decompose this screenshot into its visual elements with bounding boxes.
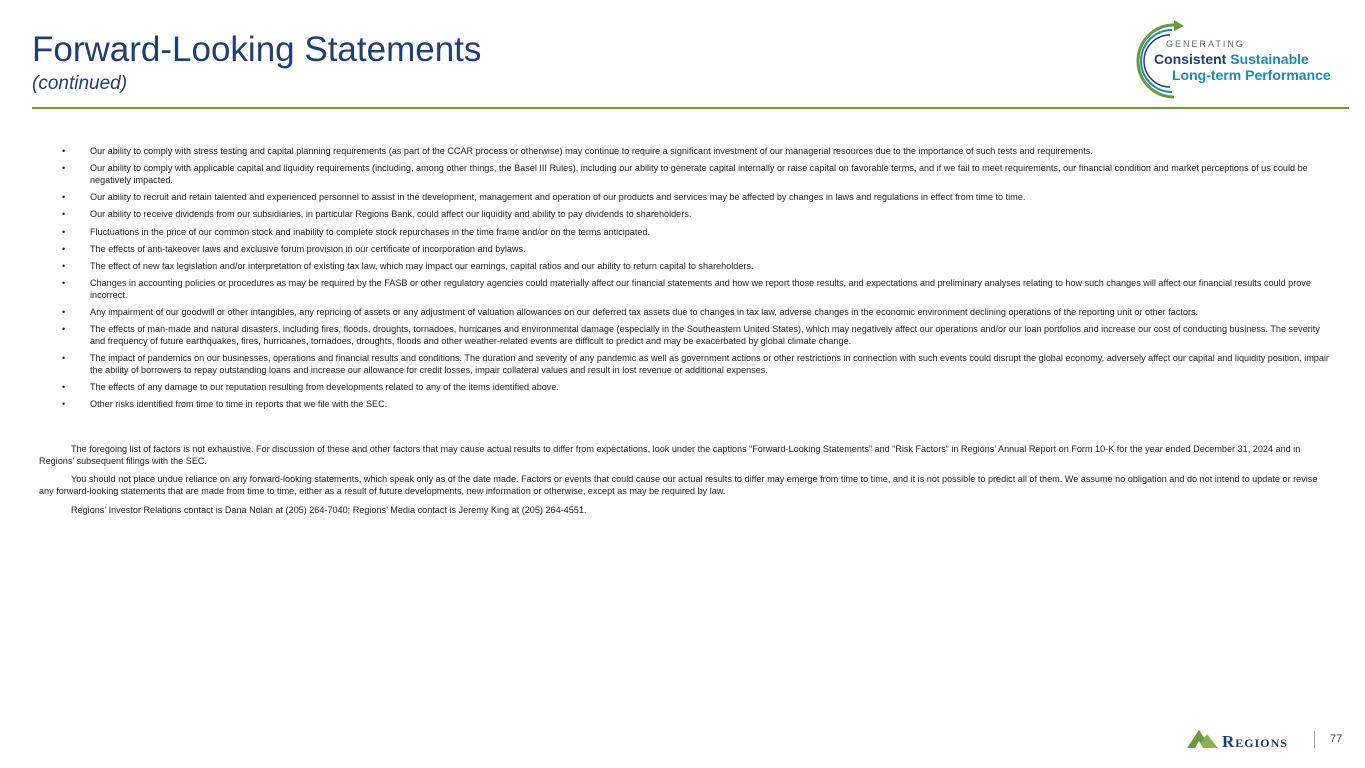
list-item-text: Other risks identified from time to time in reports that we file with the SEC. — [90, 399, 388, 410]
header-divider — [32, 107, 1349, 109]
list-item — [62, 163, 1337, 186]
bullet-marker: • — [62, 226, 66, 237]
paragraph-factors-not-exhaustive: The foregoing list of factors is not exhaustive. For discussion of these and other factors that may cause actual results to differ from expectations, look under the captions “Forward-Looking Statements” and “Risk Factors” in Regions’ Annual Report on Form 10-K for the year ended December 31, 2024 and in Regions’ subsequent filings with the SEC. — [39, 444, 1301, 466]
list-item — [62, 209, 1337, 221]
disclaimer-paragraphs — [39, 444, 1331, 524]
list-item — [62, 324, 1337, 347]
list-item-text: The effects of anti-takeover laws and exclusive forum provision in our certificate of incorporation and bylaws. — [90, 243, 526, 254]
badge-consistent-text: Consistent — [1154, 51, 1227, 67]
list-item — [62, 382, 1337, 394]
list-item-text: The effect of new tax legislation and/or interpretation of existing tax law, which may impact our earnings, capital ratios and our ability to return capital to shareholders. — [90, 260, 754, 271]
page-subtitle: (continued) — [32, 73, 128, 94]
bullet-marker: • — [62, 209, 66, 220]
list-item-text: Our ability to receive dividends from our subsidiaries, in particular Regions Bank, could affect our liquidity and ability to pay dividends to shareholders. — [90, 209, 692, 220]
list-item — [62, 227, 1337, 239]
bullet-marker: • — [62, 260, 66, 271]
footer-divider — [1314, 731, 1315, 748]
paragraph-contacts: Regions’ Investor Relations contact is Dana Nolan at (205) 264-7040; Regions’ Media contact is Jeremy King at (205) 264-4551. — [71, 504, 587, 515]
list-item-text: The effects of any damage to our reputation resulting from developments related to any of the items identified above. — [90, 382, 559, 393]
bullet-marker: • — [62, 307, 66, 318]
list-item-text: The effects of man-made and natural disasters, including fires, floods, droughts, tornadoes, hurricanes and environmental damage (especially in the Southeastern United States), which may negatively affect our operations and/or our loan portfolios and increase our cost of conducting business. The severity and frequency of future earthquakes, fires, hurricanes, tornadoes, droughts, floods and other weather-related events are difficult to predict and may be exacerbated by global climate change. — [90, 324, 1320, 346]
badge-generating-text: GENERATING — [1166, 39, 1245, 49]
regions-mountain-icon — [1187, 728, 1221, 750]
list-item — [62, 353, 1337, 376]
bullet-marker: • — [62, 278, 66, 289]
bullet-marker: • — [62, 382, 66, 393]
risk-factor-list — [62, 146, 1337, 416]
badge-longterm-text: Long-term Performance — [1172, 67, 1331, 83]
bullet-marker: • — [62, 324, 66, 335]
list-item-text: Our ability to recruit and retain talented and experienced personnel to assist in the development, management and operation of our products and services may be affected by changes in laws and regulations in effect from time to time. — [90, 192, 1026, 203]
bullet-marker: • — [62, 163, 66, 174]
bullet-marker: • — [62, 146, 66, 156]
list-item — [62, 278, 1337, 301]
bullet-marker: • — [62, 243, 66, 254]
list-item — [62, 244, 1337, 256]
list-item — [62, 146, 1337, 158]
bullet-marker: • — [62, 192, 66, 203]
regions-logo — [1187, 728, 1307, 750]
list-item-text: The impact of pandemics on our businesses, operations and financial results and conditions. The duration and severity of any pandemic as well as government actions or other restrictions in connection with such events could disrupt the global economy, adversely affect our capital and liquidity position, impair the ability of borrowers to repay outstanding loans and increase our allowance for credit losses, impair collateral values and result in lost revenue or additional expenses. — [90, 353, 1329, 375]
page-title: Forward-Looking Statements — [32, 30, 482, 69]
page-number: 77 — [1330, 733, 1343, 745]
badge-sustainable-text: Sustainable — [1230, 51, 1309, 67]
list-item — [62, 307, 1337, 319]
list-item-text: Our ability to comply with stress testing and capital planning requirements (as part of the CCAR process or otherwise) may continue to require a significant investment of our managerial resources due to the importance of such tests and requirements. — [90, 146, 1093, 156]
list-item-text: Any impairment of our goodwill or other intangibles, any repricing of assets or any adjustment of valuation allowances on our deferred tax assets due to changes in tax law, adverse changes in the economic environment declining operations of the reporting unit or other factors. — [90, 307, 1199, 318]
list-item — [62, 399, 1337, 411]
list-item-text: Changes in accounting policies or procedures as may be required by the FASB or other regulatory agencies could materially affect our financial statements and how we report those results, and expectations and preliminary analyses relating to how such changes will affect our financial results could prove incorrect. — [90, 278, 1311, 300]
paragraph-undue-reliance: You should not place undue reliance on any forward-looking statements, which speak only as of the date made. Factors or events that could cause our actual results to differ may emerge from time to time, and it is not possible to predict all of them. We assume no obligation and do not intend to update or revise any forward-looking statements that are made from time to time, either as a result of future developments, new information or otherwise, except as may be required by law. — [39, 474, 1318, 497]
list-item — [62, 261, 1337, 273]
bullet-marker: • — [62, 353, 66, 364]
list-item — [62, 192, 1337, 204]
list-item-text: Fluctuations in the price of our common stock and inability to complete stock repurchases in the time frame and/or on the terms anticipated. — [90, 226, 651, 237]
badge-line-1 — [1154, 51, 1309, 67]
regions-logo-text: Regions — [1222, 732, 1288, 751]
list-item-text: Our ability to comply with applicable capital and liquidity requirements (including, among other things, the Basel III Rules), including our ability to generate capital internally or raise capital on favorable terms, and if we fail to meet requirements, our financial condition and market perceptions of us could be negatively impacted. — [90, 163, 1308, 185]
bullet-marker: • — [62, 399, 66, 410]
generating-performance-badge — [1132, 20, 1352, 100]
